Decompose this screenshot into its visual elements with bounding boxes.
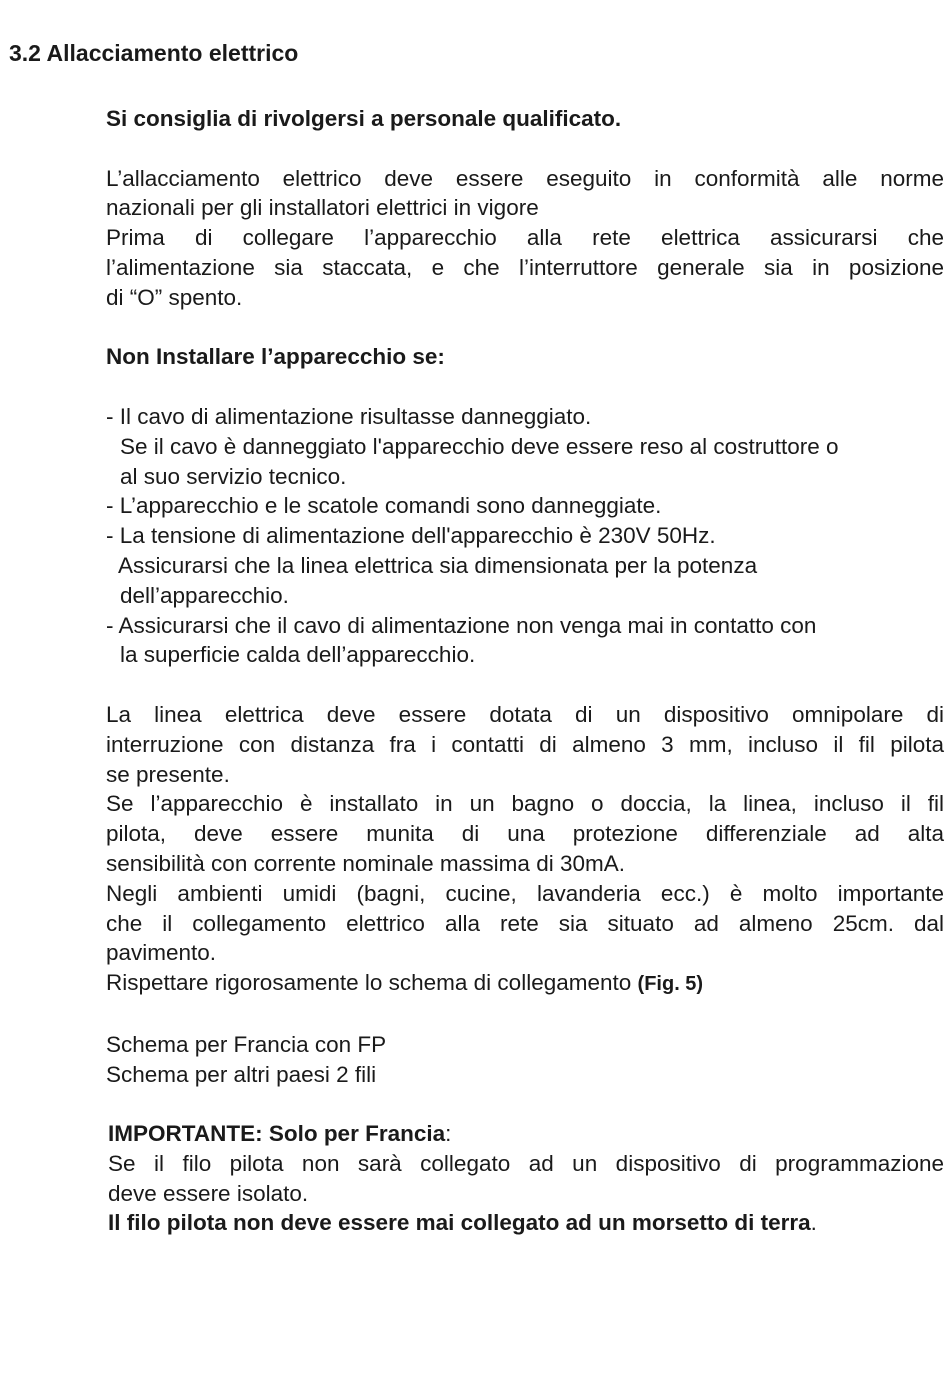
important-heading-line [108, 1119, 944, 1149]
warnings-list [106, 402, 944, 670]
wiring-instruction-line [106, 968, 944, 1000]
list-item-continuation: Se il cavo è danneggiato l'apparecchio deve essere reso al costruttore o [120, 433, 839, 459]
paragraph-line: interruzione con distanza fra i contatti di almeno 3 mm, incluso il fil pilota [106, 731, 944, 757]
paragraph-line: pavimento. [106, 940, 217, 966]
ground-warning-period: . [810, 1210, 817, 1236]
paragraph-line: pilota, deve essere munita di una protezione differenziale ad alta [106, 821, 944, 847]
paragraph-line: nazionali per gli installatori elettrici in vigore [106, 195, 539, 221]
paragraph-line: se presente. [106, 761, 230, 787]
wiring-instruction-text: Rispettare rigorosamente lo schema di collegamento [106, 970, 632, 996]
important-colon: : [445, 1121, 452, 1147]
paragraph-line: di “O” spento. [106, 284, 243, 310]
section-body [106, 104, 944, 1238]
ground-warning-text: Il filo pilota non deve essere mai collegato ad un morsetto di terra [108, 1210, 811, 1236]
important-notice [106, 1119, 944, 1238]
paragraph-line: deve essere isolato. [108, 1180, 309, 1206]
section-title: 3.2 Allacciamento elettrico [9, 40, 299, 66]
paragraph-line: Prima di collegare l’apparecchio alla rete elettrica assicurarsi che [106, 225, 944, 251]
paragraph-line: l’alimentazione sia staccata, e che l’interruttore generale sia in posizione [106, 254, 944, 280]
scheme-other-countries: Schema per altri paesi 2 fili [106, 1061, 377, 1087]
list-item-continuation: la superficie calda dell’apparecchio. [120, 642, 476, 668]
scheme-france: Schema per Francia con FP [106, 1031, 387, 1057]
list-item: - La tensione di alimentazione dell'apparecchio è 230V 50Hz. [106, 523, 716, 549]
paragraph-line: sensibilità con corrente nominale massima di 30mA. [106, 850, 625, 876]
conformity-paragraph [106, 164, 944, 313]
list-item-continuation: Assicurarsi che la linea elettrica sia dimensionata per la potenza [118, 552, 758, 578]
figure-reference: (Fig. 5) [637, 973, 704, 996]
paragraph-line: La linea elettrica deve essere dotata di un dispositivo omnipolare di [106, 701, 944, 727]
list-item-continuation: al suo servizio tecnico. [120, 463, 347, 489]
paragraph-line: Se il filo pilota non sarà collegato ad un dispositivo di programmazione [108, 1150, 944, 1176]
paragraph-line: che il collegamento elettrico alla rete sia situato ad almeno 25cm. dal [106, 910, 944, 936]
schemes-list [106, 1030, 944, 1090]
list-item: - Il cavo di alimentazione risultasse danneggiato. [106, 403, 592, 429]
list-item-continuation: dell’apparecchio. [120, 582, 289, 608]
advice-text: Si consiglia di rivolgersi a personale qualificato. [106, 106, 622, 131]
ground-warning-line [108, 1208, 944, 1238]
paragraph-line: L’allacciamento elettrico deve essere eseguito in conformità alle norme [106, 165, 944, 191]
list-item: - L’apparecchio e le scatole comandi sono danneggiate. [106, 493, 662, 519]
paragraph-line: Negli ambienti umidi (bagni, cucine, lavanderia ecc.) è molto importante [106, 880, 944, 906]
paragraph-line: Se l’apparecchio è installato in un bagno o doccia, la linea, incluso il fil [106, 791, 944, 817]
list-item: - Assicurarsi che il cavo di alimentazione non venga mai in contatto con [106, 612, 817, 638]
warnings-heading: Non Installare l’apparecchio se: [106, 344, 445, 370]
requirements-paragraph [106, 700, 944, 1000]
important-label: IMPORTANTE: Solo per Francia [108, 1121, 446, 1147]
